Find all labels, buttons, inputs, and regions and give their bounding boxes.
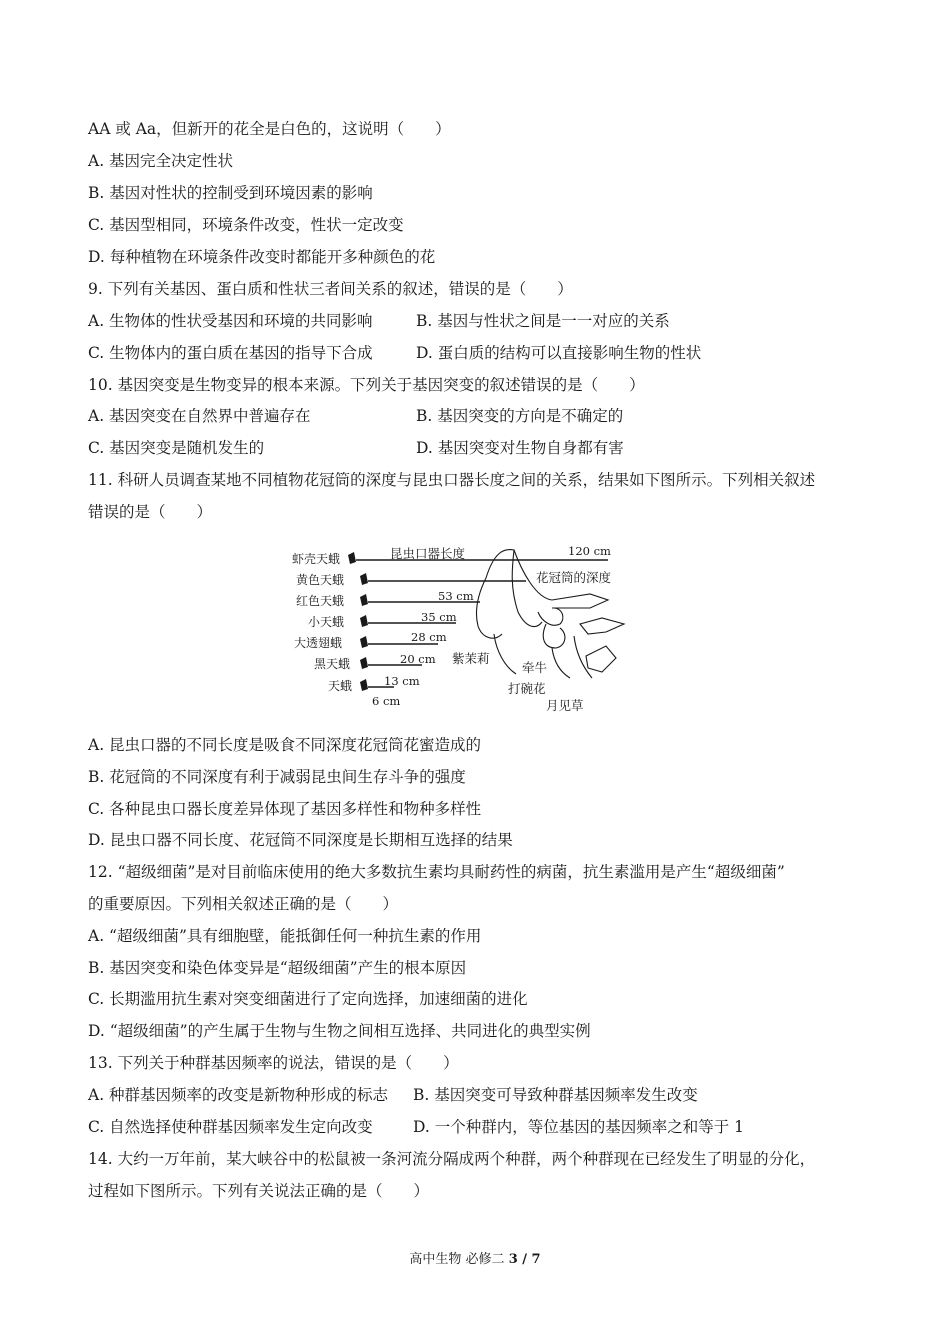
q13-options-row-2 xyxy=(88,1117,745,1137)
q10-option-c: C. 基因突变是随机发生的 xyxy=(88,439,265,457)
insect-labels xyxy=(292,551,352,693)
moth-head-icon xyxy=(360,573,368,585)
q12-option-d: D. “超级细菌”的产生属于生物与生物之间相互选择、共同进化的典型实例 xyxy=(88,1022,591,1040)
insect-label: 虾壳天蛾 xyxy=(292,552,341,566)
q9-options-row-2 xyxy=(88,343,702,363)
q14-stem-line-1: 14. 大约一万年前，某大峡谷中的松鼠被一条河流分隔成两个种群，两个种群现在已经发生了明显的分化， xyxy=(88,1150,816,1168)
q14-stem-line-2: 过程如下图所示。下列有关说法正确的是（ ） xyxy=(88,1182,430,1200)
q11-figure xyxy=(290,538,635,713)
q9-option-b: B. 基因与性状之间是一一对应的关系 xyxy=(416,312,670,330)
page-number: 3 / 7 xyxy=(508,1252,541,1267)
footer-subject: 高中生物 必修二 xyxy=(409,1252,509,1267)
flower-label: 月见草 xyxy=(546,698,584,713)
flower-label: 紫茉莉 xyxy=(452,651,490,666)
flower-labels xyxy=(452,651,584,713)
q10-stem: 10. 基因突变是生物变异的根本来源。下列关于基因突变的叙述错误的是（ ） xyxy=(88,376,645,394)
q9-option-c: C. 生物体内的蛋白质在基因的指导下合成 xyxy=(88,344,373,362)
moth-head-icon xyxy=(360,657,368,669)
moth-head-icon xyxy=(360,594,368,606)
insect-label: 黄色天蛾 xyxy=(296,573,345,587)
q10-option-d: D. 基因突变对生物自身都有害 xyxy=(416,439,624,457)
insect-head-icons xyxy=(348,552,368,691)
q8-option-b: B. 基因对性状的控制受到环境因素的影响 xyxy=(88,184,373,202)
q9-options-row-1 xyxy=(88,311,670,331)
length-label: 35 cm xyxy=(421,610,457,624)
q10-options-row-2 xyxy=(88,438,624,458)
length-label: 13 cm xyxy=(384,674,420,688)
insect-label: 小天蛾 xyxy=(308,615,345,629)
length-label: 28 cm xyxy=(411,630,447,644)
q11-option-b: B. 花冠筒的不同深度有利于减弱昆虫间生存斗争的强度 xyxy=(88,768,466,786)
q12-option-a: A. “超级细菌”具有细胞壁，能抵御任何一种抗生素的作用 xyxy=(88,927,482,945)
q10-options-row-1 xyxy=(88,406,624,426)
moth-head-icon xyxy=(360,636,368,648)
length-label: 120 cm xyxy=(568,544,611,558)
q9-option-d: D. 蛋白质的结构可以直接影响生物的性状 xyxy=(416,344,702,362)
length-label: 53 cm xyxy=(438,589,474,603)
mouthpart-length-label: 昆虫口器长度 xyxy=(390,546,466,561)
q8-option-d: D. 每种植物在环境条件改变时都能开多种颜色的花 xyxy=(88,248,436,266)
corolla-depth-label: 花冠筒的深度 xyxy=(536,570,612,585)
page-footer xyxy=(0,1248,950,1267)
insect-label: 黑天蛾 xyxy=(314,657,351,671)
length-label: 20 cm xyxy=(400,652,436,666)
q10-option-a: A. 基因突变在自然界中普遍存在 xyxy=(88,407,311,425)
q12-stem-line-2: 的重要原因。下列相关叙述正确的是（ ） xyxy=(88,895,399,913)
q9-stem: 9. 下列有关基因、蛋白质和性状三者间关系的叙述，错误的是（ ） xyxy=(88,280,573,298)
q13-options-row-1 xyxy=(88,1085,698,1105)
length-label: 6 cm xyxy=(372,694,401,708)
flower-drawings xyxy=(476,550,624,678)
q12-option-c: C. 长期滥用抗生素对突变细菌进行了定向选择，加速细菌的进化 xyxy=(88,990,528,1008)
q13-option-b: B. 基因突变可导致种群基因频率发生改变 xyxy=(413,1086,698,1104)
insect-label: 天蛾 xyxy=(328,679,353,693)
flower-label: 牵牛 xyxy=(522,660,548,675)
q13-option-a: A. 种群基因频率的改变是新物种形成的标志 xyxy=(88,1086,389,1104)
flower-label: 打碗花 xyxy=(508,681,546,696)
insect-label: 大透翅蛾 xyxy=(294,636,343,650)
q9-option-a: A. 生物体的性状受基因和环境的共同影响 xyxy=(88,312,373,330)
q8-option-c: C. 基因型相同，环境条件改变，性状一定改变 xyxy=(88,216,404,234)
q10-option-b: B. 基因突变的方向是不确定的 xyxy=(416,407,624,425)
q13-stem: 13. 下列关于种群基因频率的说法，错误的是（ ） xyxy=(88,1054,459,1072)
q13-option-c: C. 自然选择使种群基因频率发生定向改变 xyxy=(88,1118,373,1136)
q12-stem-line-1: 12. “超级细菌”是对目前临床使用的绝大多数抗生素均具耐药性的病菌，抗生素滥用是产生“超级细菌” xyxy=(88,863,785,881)
insect-label: 红色天蛾 xyxy=(296,594,345,608)
moth-head-icon xyxy=(348,552,356,564)
length-labels xyxy=(372,544,611,708)
moth-head-icon xyxy=(360,679,368,691)
moth-head-icon xyxy=(360,615,368,627)
q12-option-b: B. 基因突变和染色体变异是“超级细菌”产生的根本原因 xyxy=(88,959,467,977)
q11-stem-line-1: 11. 科研人员调查某地不同植物花冠筒的深度与昆虫口器长度之间的关系，结果如下图所示。下列相关叙述 xyxy=(88,471,816,489)
q11-option-c: C. 各种昆虫口器长度差异体现了基因多样性和物种多样性 xyxy=(88,800,482,818)
q8-stem-tail: AA 或 Aa，但新开的花全是白色的，这说明（ ） xyxy=(88,120,451,138)
q11-option-d: D. 昆虫口器不同长度、花冠筒不同深度是长期相互选择的结果 xyxy=(88,831,513,849)
q13-option-d: D. 一个种群内，等位基因的基因频率之和等于 1 xyxy=(413,1118,745,1136)
q11-stem-line-2: 错误的是（ ） xyxy=(88,503,213,521)
q11-option-a: A. 昆虫口器的不同长度是吸食不同深度花冠筒花蜜造成的 xyxy=(88,736,482,754)
q8-option-a: A. 基因完全决定性状 xyxy=(88,152,234,170)
